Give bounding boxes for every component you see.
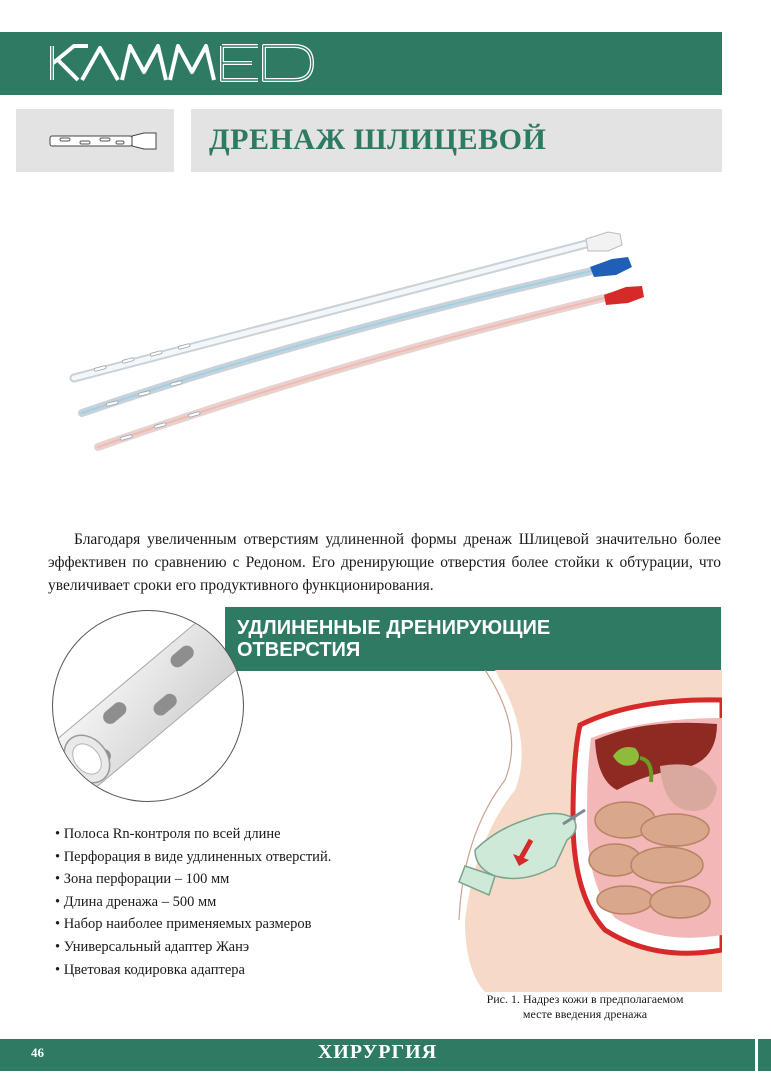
- list-item: • Набор наиболее применяемых размеров: [55, 913, 331, 936]
- figure-caption: [455, 992, 715, 1022]
- footer-band: [0, 1039, 755, 1071]
- page-number: 46: [31, 1045, 44, 1060]
- blue-adapter: [590, 257, 632, 277]
- footer-edge-tab: [758, 1039, 771, 1071]
- list-item: • Зона перфорации – 100 мм: [55, 868, 331, 891]
- red-adapter: [604, 286, 644, 305]
- page-title: ДРЕНАЖ ШЛИЦЕВОЙ: [209, 123, 547, 156]
- title-panel: [191, 109, 722, 172]
- feature-heading: [237, 617, 550, 661]
- kammed-logo: [48, 42, 318, 84]
- list-item: • Универсальный адаптер Жанэ: [55, 936, 331, 959]
- section-name: ХИРУРГИЯ: [317, 1041, 438, 1063]
- feature-heading-line-2: ОТВЕРСТИЯ: [237, 639, 361, 661]
- feature-heading-line-1: УДЛИНЕННЫЕ ДРЕНИРУЮЩИЕ: [237, 617, 551, 639]
- drain-tubes-illustration: [60, 215, 660, 465]
- perforated-tube-closeup-image: [53, 611, 243, 801]
- perforation-closeup: [52, 610, 244, 802]
- caption-line-2: месте введения дренажа: [522, 1007, 648, 1021]
- list-item: • Полоса Rn-контроля по всей длине: [55, 823, 331, 846]
- list-item: • Длина дренажа – 500 мм: [55, 891, 331, 914]
- product-thumbnail-panel: [16, 109, 174, 172]
- list-item: • Цветовая кодировка адаптера: [55, 959, 331, 982]
- feature-list: [55, 823, 331, 981]
- white-adapter: [586, 232, 622, 251]
- caption-line-1: Рис. 1. Надрез кожи в предполагаемом: [486, 992, 684, 1006]
- list-item: • Перфорация в виде удлиненных отверстий.: [55, 846, 331, 869]
- feature-heading-band: [225, 607, 721, 671]
- drain-thumbnail-icon: [16, 109, 174, 172]
- anatomy-incision-illustration: [455, 670, 722, 992]
- intro-paragraph: Благодаря увеличенным отверстиям удлиненной формы дренаж Шлицевой значительно более эффективен по сравнению с Редоном. Его дренирующие отверстия более стойки к обтурации, что увеличивает сроки его продуктивного функционирования.: [48, 531, 721, 594]
